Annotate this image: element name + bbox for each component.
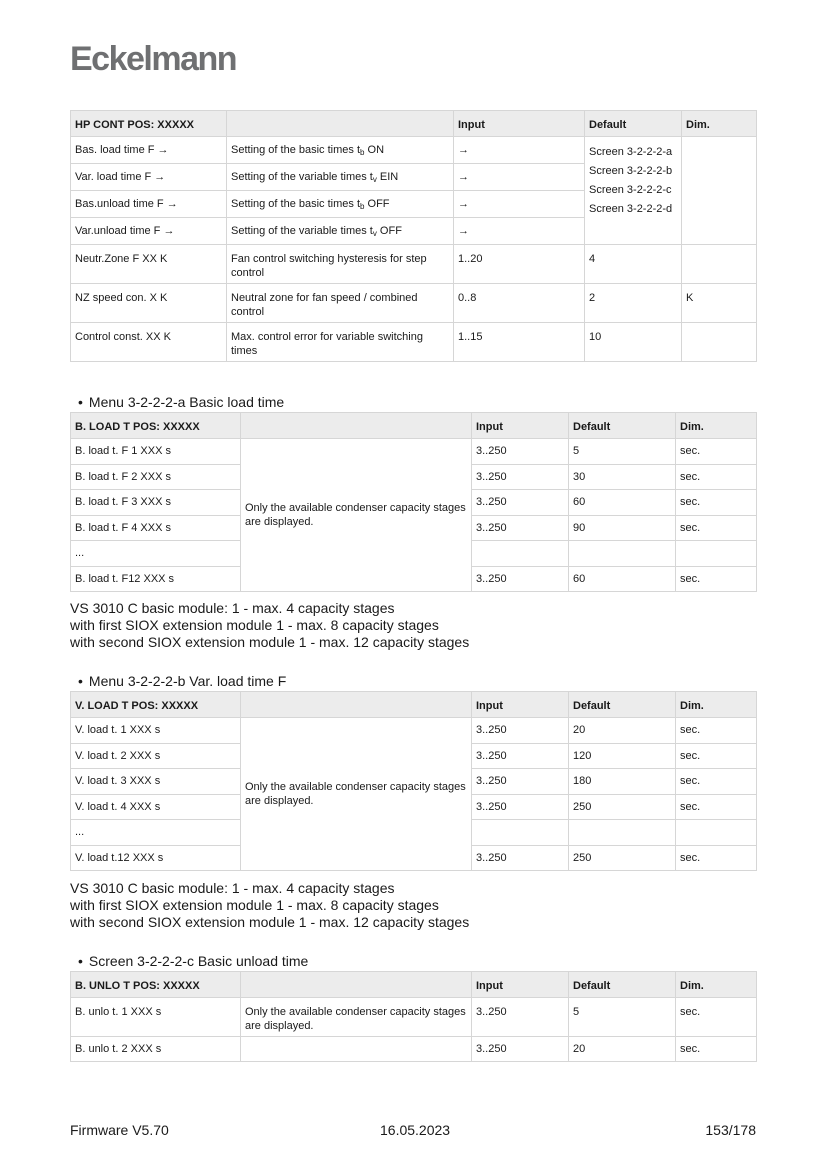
input-cell: 3..250 [472,566,569,592]
col-header-param: B. LOAD T POS: XXXXX [71,413,241,439]
param-cell: Control const. XX K [71,323,227,362]
default-cell: 5 [569,439,676,465]
screen-ref: Screen 3-2-2-2-b [589,165,673,177]
col-header-default: Default [569,972,676,998]
col-header-input: Input [472,972,569,998]
desc-cell [241,1037,472,1062]
dim-cell [676,820,757,846]
col-header-default: Default [585,111,682,137]
dim-cell [682,137,757,245]
input-cell: 3..250 [472,769,569,795]
default-cell: 90 [569,515,676,541]
col-header-dim: Dim. [676,413,757,439]
input-cell: 3..250 [472,439,569,465]
note-line: with first SIOX extension module 1 - max. 8 capacity stages [70,617,439,633]
param-cell: B. unlo t. 2 XXX s [71,1037,241,1062]
default-cell: 60 [569,490,676,516]
default-cell: 20 [569,718,676,744]
param-cell: V. load t. 4 XXX s [71,794,241,820]
col-header-param: B. UNLO T POS: XXXXX [71,972,241,998]
dim-cell: sec. [676,464,757,490]
param-cell: V. load t.12 XXX s [71,845,241,871]
note-line: VS 3010 C basic module: 1 - max. 4 capacity stages [70,600,395,616]
param-cell: B. load t. F 1 XXX s [71,439,241,465]
param-cell: B. load t. F12 XXX s [71,566,241,592]
default-cell [569,541,676,567]
desc-cell: Only the available condenser capacity stages are displayed. [241,998,472,1037]
input-cell: → [454,218,585,245]
note-cell: Only the available condenser capacity stages are displayed. [241,439,472,592]
note-cell: Only the available condenser capacity stages are displayed. [241,718,472,871]
input-cell: 3..250 [472,1037,569,1062]
input-cell: 3..250 [472,998,569,1037]
default-cell: 120 [569,743,676,769]
footer-firmware: Firmware V5.70 [70,1122,169,1138]
input-cell: 1..20 [454,245,585,284]
input-cell: → [454,164,585,191]
default-cell: 2 [585,284,682,323]
note-line: with second SIOX extension module 1 - max. 12 capacity stages [70,634,470,650]
dim-cell: sec. [676,439,757,465]
input-cell: 3..250 [472,794,569,820]
param-cell: Bas. load time F → [71,137,227,164]
param-cell: Var.unload time F → [71,218,227,245]
col-header-dim: Dim. [676,692,757,718]
input-cell: 3..250 [472,490,569,516]
table-row [71,439,757,465]
desc-cell: Setting of the basic times $t_b$ ON [227,137,454,164]
dim-cell [682,245,757,284]
col-header-desc [241,413,472,439]
table-row [71,1037,757,1062]
default-cell: 250 [569,794,676,820]
input-cell: → [454,191,585,218]
col-header-input: Input [472,692,569,718]
col-header-default: Default [569,413,676,439]
default-cell: 5 [569,998,676,1037]
col-header-dim: Dim. [676,972,757,998]
input-cell: 1..15 [454,323,585,362]
footer-page-number: 153/178 [705,1122,756,1138]
dim-cell [676,541,757,567]
table-row [71,284,757,323]
default-cell [569,820,676,846]
default-cell: 180 [569,769,676,795]
desc-cell: Max. control error for variable switching times [227,323,454,362]
hp-cont-table [70,110,757,362]
dim-cell: sec. [676,769,757,795]
input-cell: → [454,137,585,164]
param-cell: B. load t. F 4 XXX s [71,515,241,541]
col-header-desc [241,692,472,718]
input-cell: 3..250 [472,845,569,871]
param-cell: ... [71,820,241,846]
col-header-default: Default [569,692,676,718]
param-cell: Neutr.Zone F XX K [71,245,227,284]
param-cell: B. load t. F 2 XXX s [71,464,241,490]
dim-cell: sec. [676,718,757,744]
default-cell: 60 [569,566,676,592]
basic-unload-time-table [70,971,757,1062]
note-line: with second SIOX extension module 1 - max. 12 capacity stages [70,914,470,930]
default-cell: 250 [569,845,676,871]
capacity-notes-b [70,880,469,931]
param-cell: ... [71,541,241,567]
input-cell: 3..250 [472,743,569,769]
screen-ref: Screen 3-2-2-2-a [589,146,673,158]
dim-cell: sec. [676,845,757,871]
capacity-notes-a [70,600,469,651]
input-cell: 0..8 [454,284,585,323]
default-cell: 4 [585,245,682,284]
default-cell: 30 [569,464,676,490]
note-line: VS 3010 C basic module: 1 - max. 4 capacity stages [70,880,395,896]
param-cell: B. unlo t. 1 XXX s [71,998,241,1037]
param-cell: Bas.unload time F → [71,191,227,218]
default-cell: 10 [585,323,682,362]
basic-load-time-table [70,412,757,592]
desc-cell: Setting of the basic times $t_b$ OFF [227,191,454,218]
desc-cell: Fan control switching hysteresis for step control [227,245,454,284]
dim-cell: sec. [676,743,757,769]
input-cell: 3..250 [472,515,569,541]
col-header-param: V. LOAD T POS: XXXXX [71,692,241,718]
default-cell: 20 [569,1037,676,1062]
dim-cell: sec. [676,566,757,592]
input-cell: 3..250 [472,464,569,490]
param-cell: B. load t. F 3 XXX s [71,490,241,516]
dim-cell: K [682,284,757,323]
screen-ref: Screen 3-2-2-2-d [589,203,673,215]
col-header-dim: Dim. [682,111,757,137]
section-b-heading: • Menu 3-2-2-2-b Var. load time F [78,673,286,689]
dim-cell: sec. [676,1037,757,1062]
dim-cell: sec. [676,515,757,541]
table-row [71,137,757,164]
desc-cell: Setting of the variable times $t_v$ OFF [227,218,454,245]
param-cell: V. load t. 1 XXX s [71,718,241,744]
input-cell [472,820,569,846]
col-header-desc [241,972,472,998]
param-cell: V. load t. 2 XXX s [71,743,241,769]
input-cell: 3..250 [472,718,569,744]
col-header-input: Input [472,413,569,439]
dim-cell: sec. [676,794,757,820]
col-header-param: HP CONT POS: XXXXX [71,111,227,137]
col-header-input: Input [454,111,585,137]
screen-ref: Screen 3-2-2-2-c [589,184,672,196]
input-cell [472,541,569,567]
section-a-heading: • Menu 3-2-2-2-a Basic load time [78,394,284,410]
table-row [71,245,757,284]
var-load-time-table [70,691,757,871]
param-cell: Var. load time F → [71,164,227,191]
col-header-desc [227,111,454,137]
eckelmann-logo: Eckelmann [70,40,237,78]
param-cell: NZ speed con. X K [71,284,227,323]
dim-cell: sec. [676,490,757,516]
desc-cell: Neutral zone for fan speed / combined control [227,284,454,323]
table-row [71,998,757,1037]
desc-cell: Setting of the variable times $t_v$ EIN [227,164,454,191]
dim-cell: sec. [676,998,757,1037]
footer-date: 16.05.2023 [380,1122,451,1138]
table-row [71,323,757,362]
table-row [71,718,757,744]
param-cell: V. load t. 3 XXX s [71,769,241,795]
section-c-heading: • Screen 3-2-2-2-c Basic unload time [78,953,308,969]
note-line: with first SIOX extension module 1 - max. 8 capacity stages [70,897,439,913]
dim-cell [682,323,757,362]
screens-cell [585,137,682,245]
